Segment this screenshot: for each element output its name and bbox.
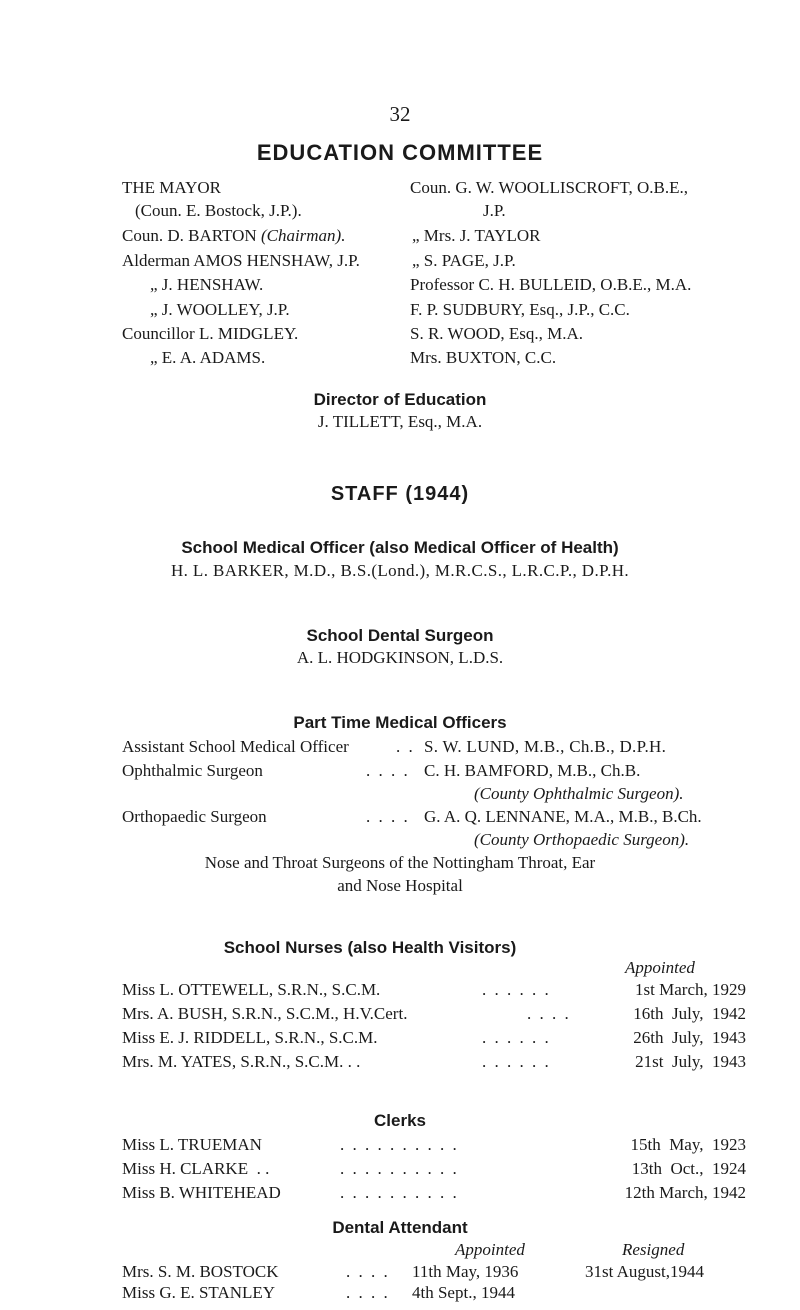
nurse-name: Miss L. OTTEWELL, S.R.N., S.C.M. <box>122 980 381 999</box>
part-time-note: (County Ophthalmic Surgeon). <box>474 784 684 803</box>
director-name: J. TILLETT, Esq., M.A. <box>317 412 483 431</box>
committee-member: Mrs. BUXTON, C.C. <box>410 348 557 367</box>
leader-dots: . . . . . . <box>482 980 551 999</box>
attendant-resigned: 31st August,1944 <box>585 1262 705 1281</box>
part-time-footer: and Nose Hospital <box>337 876 463 895</box>
nurse-name: Miss E. J. RIDDELL, S.R.N., S.C.M. <box>122 1028 378 1047</box>
staff-heading: STAFF (1944) <box>330 483 470 505</box>
part-time-name: C. H. BAMFORD, M.B., Ch.B. <box>424 761 641 780</box>
clerk-name: Miss B. WHITEHEAD <box>122 1183 281 1202</box>
medical-officer-title: School Medical Officer (also Medical Officer of Health) <box>181 538 619 557</box>
leader-dots: . . . . <box>366 761 410 780</box>
part-time-role: Assistant School Medical Officer <box>122 737 349 756</box>
attendant-name: Miss G. E. STANLEY <box>122 1283 276 1302</box>
nurse-date: 1st March, 1929 <box>635 980 746 999</box>
committee-member: „ Mrs. J. TAYLOR <box>412 226 541 245</box>
attendant-name: Mrs. S. M. BOSTOCK <box>122 1262 279 1281</box>
committee-heading: EDUCATION COMMITTEE <box>256 140 544 165</box>
leader-dots: . . <box>396 737 415 756</box>
committee-member: Coun. G. W. WOOLLISCROFT, O.B.E., <box>410 178 689 197</box>
appointed-label: Appointed <box>625 958 695 977</box>
committee-member: F. P. SUDBURY, Esq., J.P., C.C. <box>410 300 630 319</box>
clerk-name: Miss L. TRUEMAN <box>122 1135 262 1154</box>
nurse-name: Mrs. A. BUSH, S.R.N., S.C.M., H.V.Cert. <box>122 1004 408 1023</box>
attendant-appointed: 4th Sept., 1944 <box>412 1283 515 1302</box>
nurses-title: School Nurses (also Health Visitors) <box>223 938 517 957</box>
part-time-title: Part Time Medical Officers <box>293 713 507 732</box>
committee-member: „ E. A. ADAMS. <box>150 348 266 367</box>
nurse-name: Mrs. M. YATES, S.R.N., S.C.M. . . <box>122 1052 361 1071</box>
committee-member: (Coun. E. Bostock, J.P.). <box>135 201 302 220</box>
committee-member: J.P. <box>483 201 506 220</box>
leader-dots: . . . . <box>366 807 410 826</box>
nurse-date: 26th July, 1943 <box>633 1028 746 1047</box>
committee-member: Councillor L. MIDGLEY. <box>122 324 299 343</box>
part-time-role: Orthopaedic Surgeon <box>122 807 267 826</box>
nurse-date: 16th July, 1942 <box>633 1004 746 1023</box>
dental-surgeon-title: School Dental Surgeon <box>306 626 494 645</box>
clerk-date: 12th March, 1942 <box>624 1183 746 1202</box>
leader-dots: . . . . . . <box>482 1028 551 1047</box>
director-title: Director of Education <box>313 390 487 409</box>
committee-member: THE MAYOR <box>122 178 222 197</box>
committee-member: „ J. WOOLLEY, J.P. <box>150 300 290 319</box>
committee-member: Coun. D. BARTON (Chairman). <box>122 226 346 245</box>
part-time-footer: Nose and Throat Surgeons of the Nottingham Throat, Ear <box>204 853 596 872</box>
dental-surgeon-name: A. L. HODGKINSON, L.D.S. <box>296 648 504 667</box>
leader-dots: . . . . . . . . . . <box>340 1135 459 1154</box>
page-number: 32 <box>389 102 411 126</box>
leader-dots: . . . . <box>527 1004 571 1023</box>
clerk-date: 15th May, 1923 <box>630 1135 746 1154</box>
medical-officer-name: H. L. BARKER, M.D., B.S.(Lond.), M.R.C.S., L.R.C.P., D.P.H. <box>170 561 630 580</box>
committee-member: Professor C. H. BULLEID, O.B.E., M.A. <box>410 275 692 294</box>
leader-dots: . . . . . . <box>482 1052 551 1071</box>
part-time-name: S. W. LUND, M.B., Ch.B., D.P.H. <box>424 737 667 756</box>
dental-attendant-title: Dental Attendant <box>332 1218 468 1237</box>
leader-dots: . . . . <box>346 1262 390 1281</box>
leader-dots: . . . . . . . . . . <box>340 1159 459 1178</box>
nurse-date: 21st July, 1943 <box>635 1052 746 1071</box>
committee-member: Alderman AMOS HENSHAW, J.P. <box>122 251 360 270</box>
clerk-date: 13th Oct., 1924 <box>631 1159 746 1178</box>
committee-member: „ J. HENSHAW. <box>150 275 264 294</box>
part-time-name: G. A. Q. LENNANE, M.A., M.B., B.Ch. <box>424 807 702 826</box>
part-time-note: (County Orthopaedic Surgeon). <box>474 830 690 849</box>
attendant-appointed: 11th May, 1936 <box>412 1262 519 1281</box>
clerk-name: Miss H. CLARKE . . <box>122 1159 270 1178</box>
resigned-label: Resigned <box>622 1240 685 1259</box>
committee-member: „ S. PAGE, J.P. <box>412 251 516 270</box>
clerks-title: Clerks <box>374 1111 426 1130</box>
appointed-label: Appointed <box>455 1240 525 1259</box>
leader-dots: . . . . . . . . . . <box>340 1183 459 1202</box>
leader-dots: . . . . <box>346 1283 390 1302</box>
part-time-role: Ophthalmic Surgeon <box>122 761 263 780</box>
committee-member: S. R. WOOD, Esq., M.A. <box>410 324 584 343</box>
